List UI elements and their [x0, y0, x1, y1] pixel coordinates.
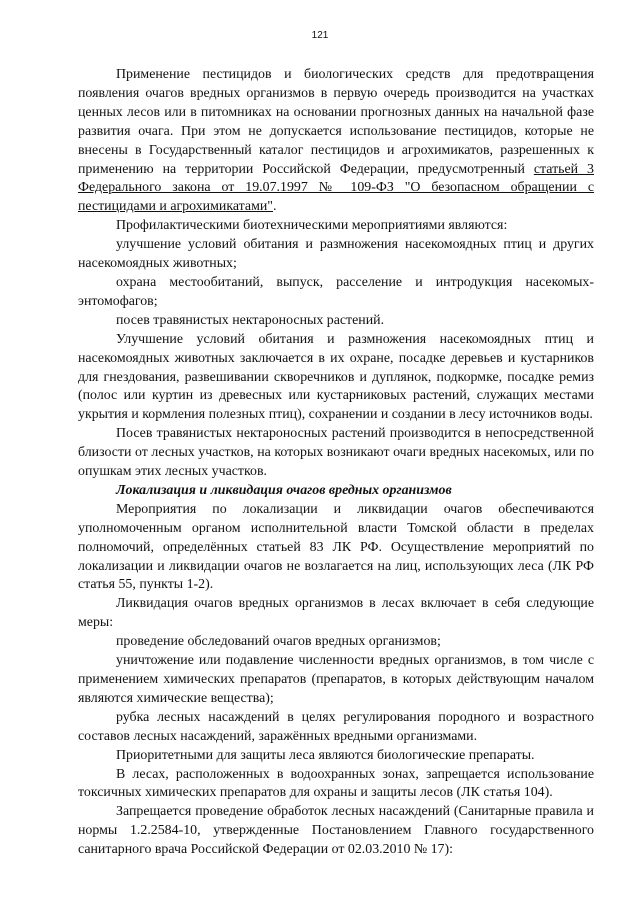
paragraph-liquidation-intro: Ликвидация очагов вредных организмов в лесах включает в себя следующие меры: — [78, 596, 594, 631]
page-number: 121 — [311, 30, 329, 41]
paragraph-water-protection: В лесах, расположенных в водоохранных зонах, запрещается использование токсичных химических препаратов для охраны и защиты лесов (ЛК статья 104). — [78, 766, 594, 801]
paragraph-localization-measures: Мероприятия по локализации и ликвидации очагов обеспечиваются уполномоченным органом исполнительной власти Томской области в пределах полномочий, определённых статьей 83 ЛК РФ. Осуществление мероприятий по локализации и ликвидации очагов не возлагается на лиц, использующих леса (ЛК РФ статья 55, пункты 1-2). — [78, 501, 594, 593]
page-body — [78, 66, 594, 860]
section-heading: Локализация и ликвидация очагов вредных организмов — [116, 482, 452, 498]
paragraph-pesticides-text: Применение пестицидов и биологических средств для предотвращения появления очагов вредных организмов в первую очередь производится на участках ценных лесов или в питомниках на основании прогнозных данных на начальной фазе развития очага. При этом не допускается использование пестицидов, которые не внесены в Государственный каталог пестицидов и агрохимикатов, разрешенных к применению на территории Российской Федерации, предусмотренный — [78, 67, 594, 177]
paragraph-biotechnical-intro: Профилактическими биотехническими мероприятиями являются: — [116, 218, 508, 234]
paragraph-pesticides — [78, 66, 594, 217]
paragraph-nectar-sowing: Посев травянистых нектароносных растений производится в непосредственной близости от лесных участков, на которых возникают очаги вредных насекомых, или по опушкам этих лесных участков. — [78, 426, 594, 480]
paragraph-pesticides-end: . — [272, 199, 277, 215]
paragraph-bird-conditions: Улучшение условий обитания и размножения насекомоядных птиц и насекомоядных животных заключается в их охране, посадке деревьев и кустарников для гнездования, развешивании скворечников и дуплянок, подкормке, посадке ремиз (полос или куртин из древесных или кустарниковых растений, служащих местами укрытия и кормления полезных птиц), сохранении и создании в лесу источников воды. — [78, 331, 594, 423]
list-item-bird-conditions: улучшение условий обитания и размножения насекомоядных птиц и других насекомоядных животных; — [78, 237, 594, 272]
federal-law-link[interactable]: статьей 3 Федерального закона от 19.07.1997 № 109-ФЗ "О безопасном обращении с пестицидами и агрохимикатами" — [78, 161, 594, 215]
paragraph-treatment-ban: Запрещается проведение обработок лесных насаждений (Санитарные правила и нормы 1.2.2584-10, утвержденные Постановлением Главного государственного санитарного врача Российской Федерации от 02.03.2010 № 17): — [78, 804, 594, 858]
paragraph-biological-priority: Приоритетными для защиты леса являются биологические препараты. — [116, 747, 535, 763]
list-item-entomophages: охрана местообитаний, выпуск, расселение и интродукция насекомых-энтомофагов; — [78, 274, 594, 309]
list-item-nectar-plants: посев травянистых нектароносных растений. — [116, 312, 385, 328]
list-item-felling: рубка лесных насаждений в целях регулирования породного и возрастного составов лесных насаждений, заражённых вредными организмами. — [78, 709, 594, 744]
list-item-suppression: уничтожение или подавление численности вредных организмов, в том числе с применением химических препаратов (препаратов, в которых действующим началом являются химические вещества); — [78, 653, 594, 706]
list-item-surveys: проведение обследований очагов вредных организмов; — [116, 634, 441, 650]
